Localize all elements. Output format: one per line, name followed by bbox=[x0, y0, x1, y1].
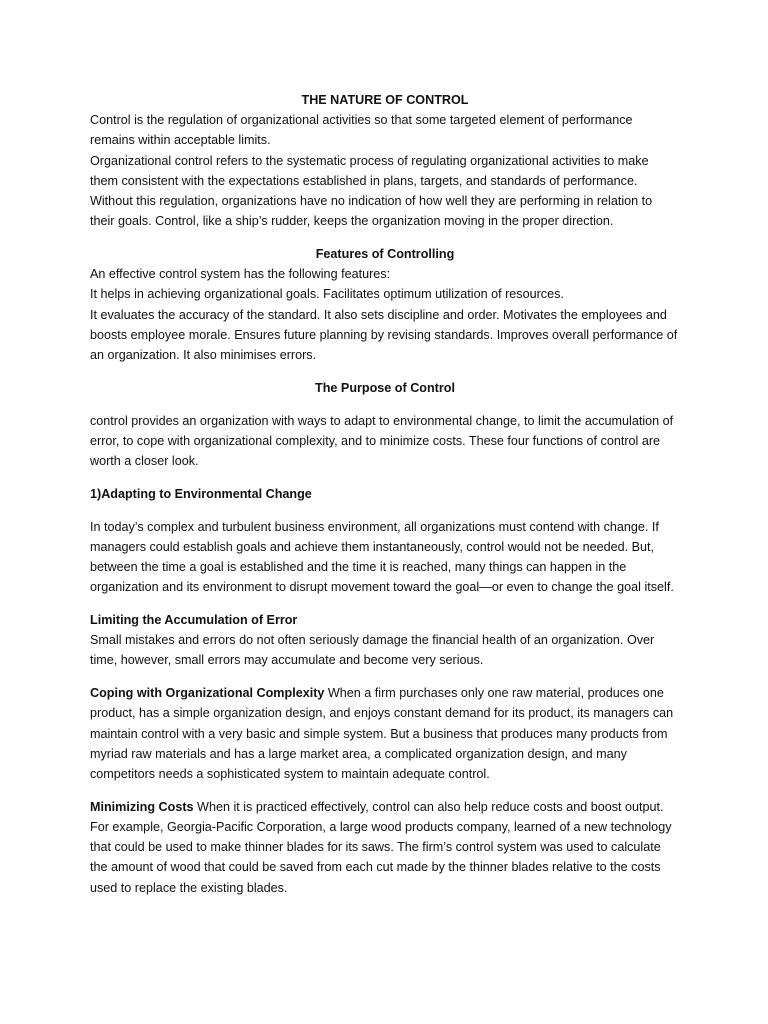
spacer bbox=[90, 471, 680, 484]
adapting-heading bbox=[90, 484, 680, 504]
features-intro: An effective control system has the following features: bbox=[90, 267, 391, 282]
coping-body: When a firm purchases only one raw material, produces one product, has a simple organization design, and enjoys constant demand for its product, its managers can maintain control with a very basic and simple system. But a business that produces many products from myriad raw materials and has a large market area, a complicated organization design, and many competitors needs a sophisticated system to maintain adequate control. bbox=[90, 686, 674, 782]
spacer bbox=[90, 231, 680, 244]
minimizing-body: When it is practiced effectively, control can also help reduce costs and boost output. For example, Georgia-Pacific Corporation, a large wood products company, learned of a new technology that could be used to make thinner blades for its saws. The firm’s control system was used to calculate the amount of wood that could be saved from each cut made by the thinner blades relative to the costs used to replace the existing blades. bbox=[90, 799, 672, 895]
purpose-heading: The Purpose of Control bbox=[315, 380, 455, 395]
adapting-paragraph: In today’s complex and turbulent business environment, all organizations must contend with change. If managers could establish goals and achieve them instantaneously, control would not be needed. But, between the time a goal is established and the time it is reached, many things can happen in the organization and its environment to disrupt movement toward the goal—or even to change the goal itself. bbox=[90, 519, 674, 595]
limiting-paragraph: Small mistakes and errors do not often seriously damage the financial health of an organization. Over time, however, small errors may accumulate and become very serious. bbox=[90, 633, 655, 668]
coping-paragraph bbox=[90, 683, 680, 784]
purpose-paragraph: control provides an organization with ways to adapt to environmental change, to limit the accumulation of error, to cope with organizational complexity, and to minimize costs. These four functions of control are worth a closer look. bbox=[90, 413, 674, 469]
spacer bbox=[90, 365, 680, 378]
limiting-heading bbox=[90, 610, 680, 630]
limiting-heading-text: Limiting the Accumulation of Error bbox=[90, 613, 298, 628]
features-paragraph-2: It evaluates the accuracy of the standard. It also sets discipline and order. Motivates the employees and boosts employee morale. Ensures future planning by revising standards. Improves overall performance of an organization. It also minimises errors. bbox=[90, 307, 678, 363]
document-page bbox=[90, 90, 680, 898]
features-heading: Features of Controlling bbox=[315, 247, 455, 262]
document-title: THE NATURE OF CONTROL bbox=[301, 93, 469, 107]
intro-paragraph-2: Organizational control refers to the systematic process of regulating organizational activities to make them consistent with the expectations established in plans, targets, and standards of performance. Without this regulation, organizations have no indication of how well they are performing in relation to their goals. Control, like a ship’s rudder, keeps the organization moving in the proper direction. bbox=[90, 153, 653, 229]
adapting-heading-text: 1)Adapting to Environmental Change bbox=[90, 486, 312, 501]
minimizing-paragraph bbox=[90, 797, 680, 898]
spacer bbox=[90, 597, 680, 610]
features-paragraph-1: It helps in achieving organizational goals. Facilitates optimum utilization of resources. bbox=[90, 287, 564, 302]
spacer bbox=[90, 398, 680, 411]
spacer bbox=[90, 784, 680, 797]
intro-paragraph-1: Control is the regulation of organizational activities so that some targeted element of performance remains within acceptable limits. bbox=[90, 113, 633, 148]
spacer bbox=[90, 504, 680, 517]
spacer bbox=[90, 671, 680, 684]
minimizing-heading: Minimizing Costs bbox=[90, 799, 194, 814]
coping-heading: Coping with Organizational Complexity bbox=[90, 686, 325, 701]
